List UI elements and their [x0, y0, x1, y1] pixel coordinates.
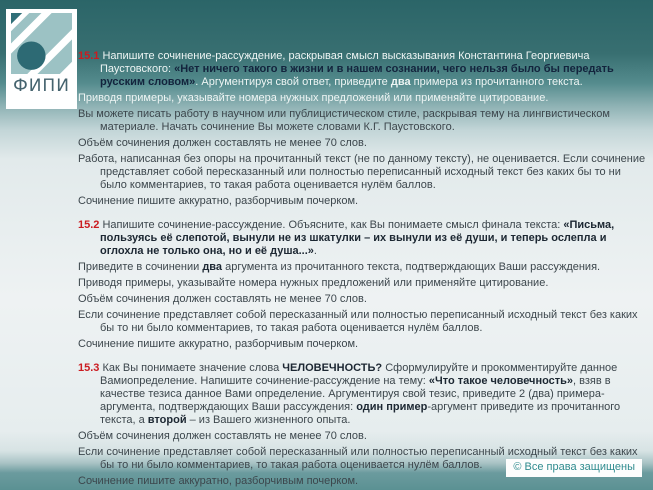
text-segment: Если сочинение представляет собой пересказанный или полностью переписанный исходный текст без каких бы то ни было комментариев, то такая работа оценивается нулём баллов.: [78, 309, 638, 334]
instruction-paragraph: [78, 293, 648, 306]
text-segment: «Что такое человечность»: [428, 375, 574, 387]
text-segment: Если сочинение представляет собой пересказанный или полностью переписанный исходный текст без каких бы то ни было комментариев, то такая работа оценивается нулём баллов.: [78, 446, 638, 471]
text-segment: Как Вы понимаете значение слова: [102, 362, 283, 374]
text-segment: – из Вашего жизненного опыта.: [186, 414, 351, 426]
text-segment: Напишите сочинение-рассуждение, раскрывая смысл высказывания Константина Георгиевича Паустовского:: [100, 50, 590, 75]
text-segment: Сочинение пишите аккуратно, разборчивым почерком.: [78, 475, 359, 487]
text-segment: два: [390, 76, 411, 88]
instruction-paragraph: [78, 195, 648, 208]
tasks-content: [78, 50, 648, 490]
text-segment: «Письма, пользуясь её слепотой, вынули не из шкатулки – их вынули из её души, и теперь ослепла и оглохла не только она, но и её душа...»: [100, 219, 615, 257]
task-number: 15.3: [78, 362, 103, 374]
text-segment: .: [313, 245, 317, 257]
task-paragraph: [78, 219, 648, 258]
instruction-paragraph: [78, 261, 648, 274]
instruction-paragraph: [78, 309, 648, 335]
text-segment: Сформулируйте и прокомментируйте данное Вамиопределение. Напишите сочинение-рассуждение на тему:: [100, 362, 618, 387]
text-segment: . Аргументируя свой ответ, приведите: [195, 76, 391, 88]
text-segment: один пример: [356, 401, 428, 413]
copyright-badge: © Все права защищены: [506, 459, 642, 477]
text-segment: Объём сочинения должен составлять не менее 70 слов.: [78, 137, 367, 149]
text-segment: Работа, написанная без опоры на прочитанный текст (не по данному тексту), не оценивается. Если сочинение представляет собой пересказанный или полностью переписанный исходный текст без каких бы то ни было комментариев, то такая работа оценивается нулём баллов.: [78, 153, 646, 191]
instruction-paragraph: [78, 92, 648, 105]
text-segment: два: [202, 261, 223, 273]
text-segment: Объём сочинения должен составлять не менее 70 слов.: [78, 430, 367, 442]
instruction-paragraph: [78, 430, 648, 443]
task-section-15-1: [78, 50, 648, 208]
fipi-logo-icon: [11, 13, 72, 74]
fipi-logo: [6, 9, 77, 109]
task-number: 15.1: [78, 50, 103, 62]
text-segment: Напишите сочинение-рассуждение. Объясните, как Вы понимаете смысл финала текста:: [102, 219, 564, 231]
text-segment: второй: [147, 414, 187, 426]
text-segment: Приводя примеры, указывайте номера нужных предложений или применяйте цитирование.: [78, 277, 549, 289]
text-segment: , взяв в качестве тезиса данное Вами определение. Аргументируя свой тезис, приведите 2 (два) примера-аргумента, подтверждающих Ваши рассуждения:: [100, 375, 611, 413]
task-number: 15.2: [78, 219, 103, 231]
task-paragraph: [78, 50, 648, 89]
instruction-paragraph: [78, 108, 648, 134]
text-segment: Сочинение пишите аккуратно, разборчивым почерком.: [78, 195, 359, 207]
text-segment: Объём сочинения должен составлять не менее 70 слов.: [78, 293, 367, 305]
text-segment: ЧЕЛОВЕЧНОСТЬ?: [282, 362, 383, 374]
instruction-paragraph: [78, 153, 648, 192]
fipi-logo-text: ФИПИ: [13, 76, 70, 96]
text-segment: «Нет ничего такого в жизни и в нашем сознании, чего нельзя было бы передать русским словом»: [100, 63, 614, 88]
task-paragraph: [78, 362, 648, 427]
task-section-15-2: [78, 219, 648, 351]
text-segment: Вы можете писать работу в научном или публицистическом стиле, раскрывая тему на лингвистическом материале. Начать сочинение Вы можете словами К.Г. Паустовского.: [78, 108, 610, 133]
instruction-paragraph: [78, 137, 648, 150]
text-segment: аргумента из прочитанного текста, подтверждающих Ваши рассуждения.: [222, 261, 601, 273]
text-segment: Приводя примеры, указывайте номера нужных предложений или применяйте цитирование.: [78, 92, 549, 104]
text-segment: примера из прочитанного текста.: [410, 76, 583, 88]
instruction-paragraph: [78, 277, 648, 290]
instruction-paragraph: [78, 338, 648, 351]
text-segment: Приведите в сочинении: [78, 261, 203, 273]
text-segment: -аргумент приведите из прочитанного текста, а: [100, 401, 621, 426]
text-segment: Сочинение пишите аккуратно, разборчивым почерком.: [78, 338, 359, 350]
